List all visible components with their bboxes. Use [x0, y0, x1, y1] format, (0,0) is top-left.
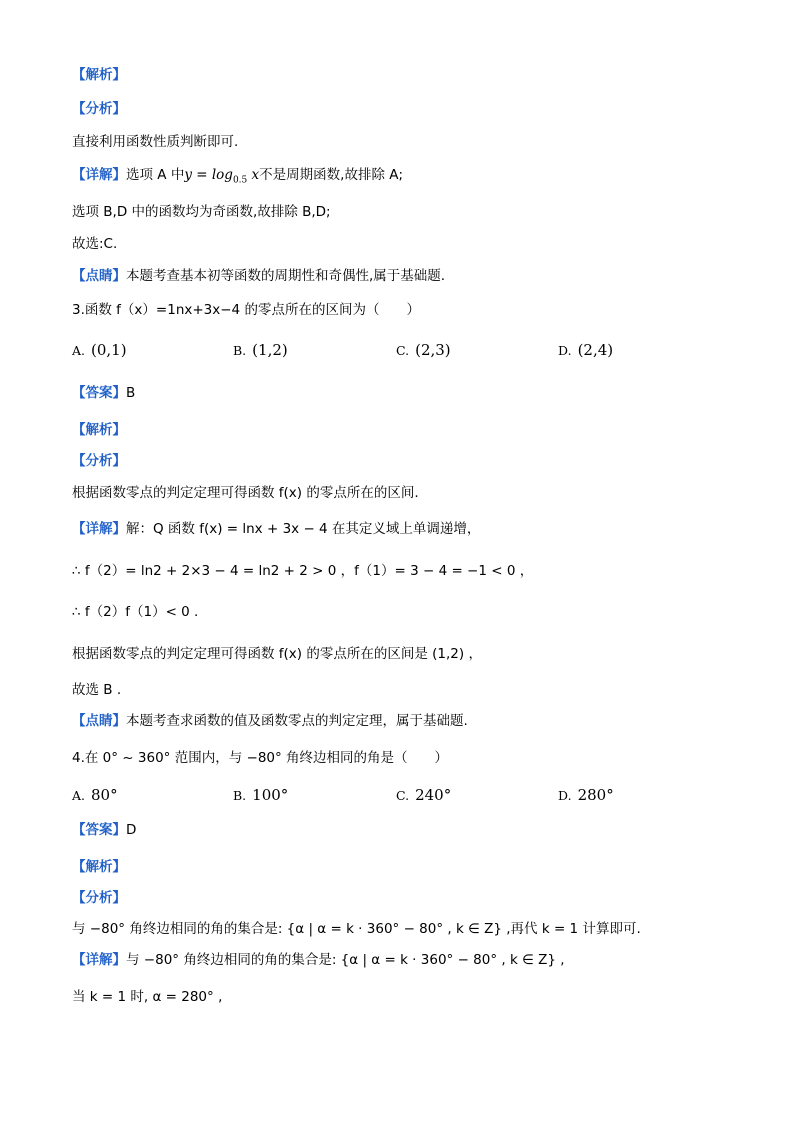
- q3-jiexi-tag: 【解析】: [72, 422, 126, 438]
- q4-analysis-text: 与 −80° 角终边相同的角的集合是: {α | α = k · 360° − 80° , k ∈ Z} ,再代 k = 1 计算即可.: [72, 921, 641, 937]
- q3-answer-line: 【答案】B: [72, 385, 136, 401]
- q3-detail-line3: ∴ f（2）f（1）< 0 .: [72, 604, 199, 620]
- q4-option-b: B. 100°: [233, 786, 289, 804]
- q4-answer-line: 【答案】D: [72, 822, 137, 838]
- q4-detail-line1: 【详解】与 −80° 角终边相同的角的集合是: {α | α = k · 360° − 80° , k ∈ Z} ,: [72, 952, 565, 968]
- q2-detail-line: 【详解】选项 A 中$y = \log_{0.5} x$不是周期函数,故排除 A;: [72, 167, 404, 186]
- q3-comment-line: 【点睛】本题考查求函数的值及函数零点的判定定理，属于基础题.: [72, 713, 468, 729]
- q2-jiexi-tag: 【解析】: [72, 67, 126, 83]
- q2-choose-line: 故选:C.: [72, 236, 118, 252]
- q3-detail-line2: ∴ f（2）= ln2 + 2×3 − 4 = ln2 + 2 > 0 ，f（1）= 3 − 4 = −1 < 0 ，: [72, 563, 534, 579]
- q3-option-d: D. (2,4): [558, 341, 614, 359]
- q3-detail-line4: 根据函数零点的判定定理可得函数 f(x) 的零点所在的区间是 (1,2) ，: [72, 646, 482, 662]
- q3-option-a: A. (0,1): [72, 341, 127, 359]
- q3-stem: 3.函数 f（x）=1nx+3x−4 的零点所在的区间为（ ）: [72, 302, 420, 318]
- q4-option-c: C. 240°: [396, 786, 452, 804]
- q3-analysis-text: 根据函数零点的判定定理可得函数 f(x) 的零点所在的区间.: [72, 485, 419, 501]
- q3-fenxi-tag: 【分析】: [72, 453, 126, 469]
- q3-detail-line5: 故选 B .: [72, 682, 122, 698]
- q2-analysis-text: 直接利用函数性质判断即可.: [72, 134, 239, 150]
- q2-comment-line: 【点睛】本题考查基本初等函数的周期性和奇偶性,属于基础题.: [72, 268, 446, 284]
- q4-option-a: A. 80°: [72, 786, 118, 804]
- q3-option-b: B. (1,2): [233, 341, 288, 359]
- q2-fenxi-tag: 【分析】: [72, 101, 126, 117]
- q2-detail-line2: 选项 B,D 中的函数均为奇函数,故排除 B,D;: [72, 204, 331, 220]
- q4-fenxi-tag: 【分析】: [72, 890, 126, 906]
- q4-option-d: D. 280°: [558, 786, 614, 804]
- q3-detail-line1: 【详解】解：Q 函数 f(x) = lnx + 3x − 4 在其定义域上单调递增，: [72, 521, 481, 537]
- q4-stem: 4.在 0° ~ 360° 范围内，与 −80° 角终边相同的角是（ ）: [72, 750, 449, 766]
- q4-detail-line2: 当 k = 1 时, α = 280° ,: [72, 989, 223, 1005]
- q3-option-c: C. (2,3): [396, 341, 451, 359]
- q4-jiexi-tag: 【解析】: [72, 859, 126, 875]
